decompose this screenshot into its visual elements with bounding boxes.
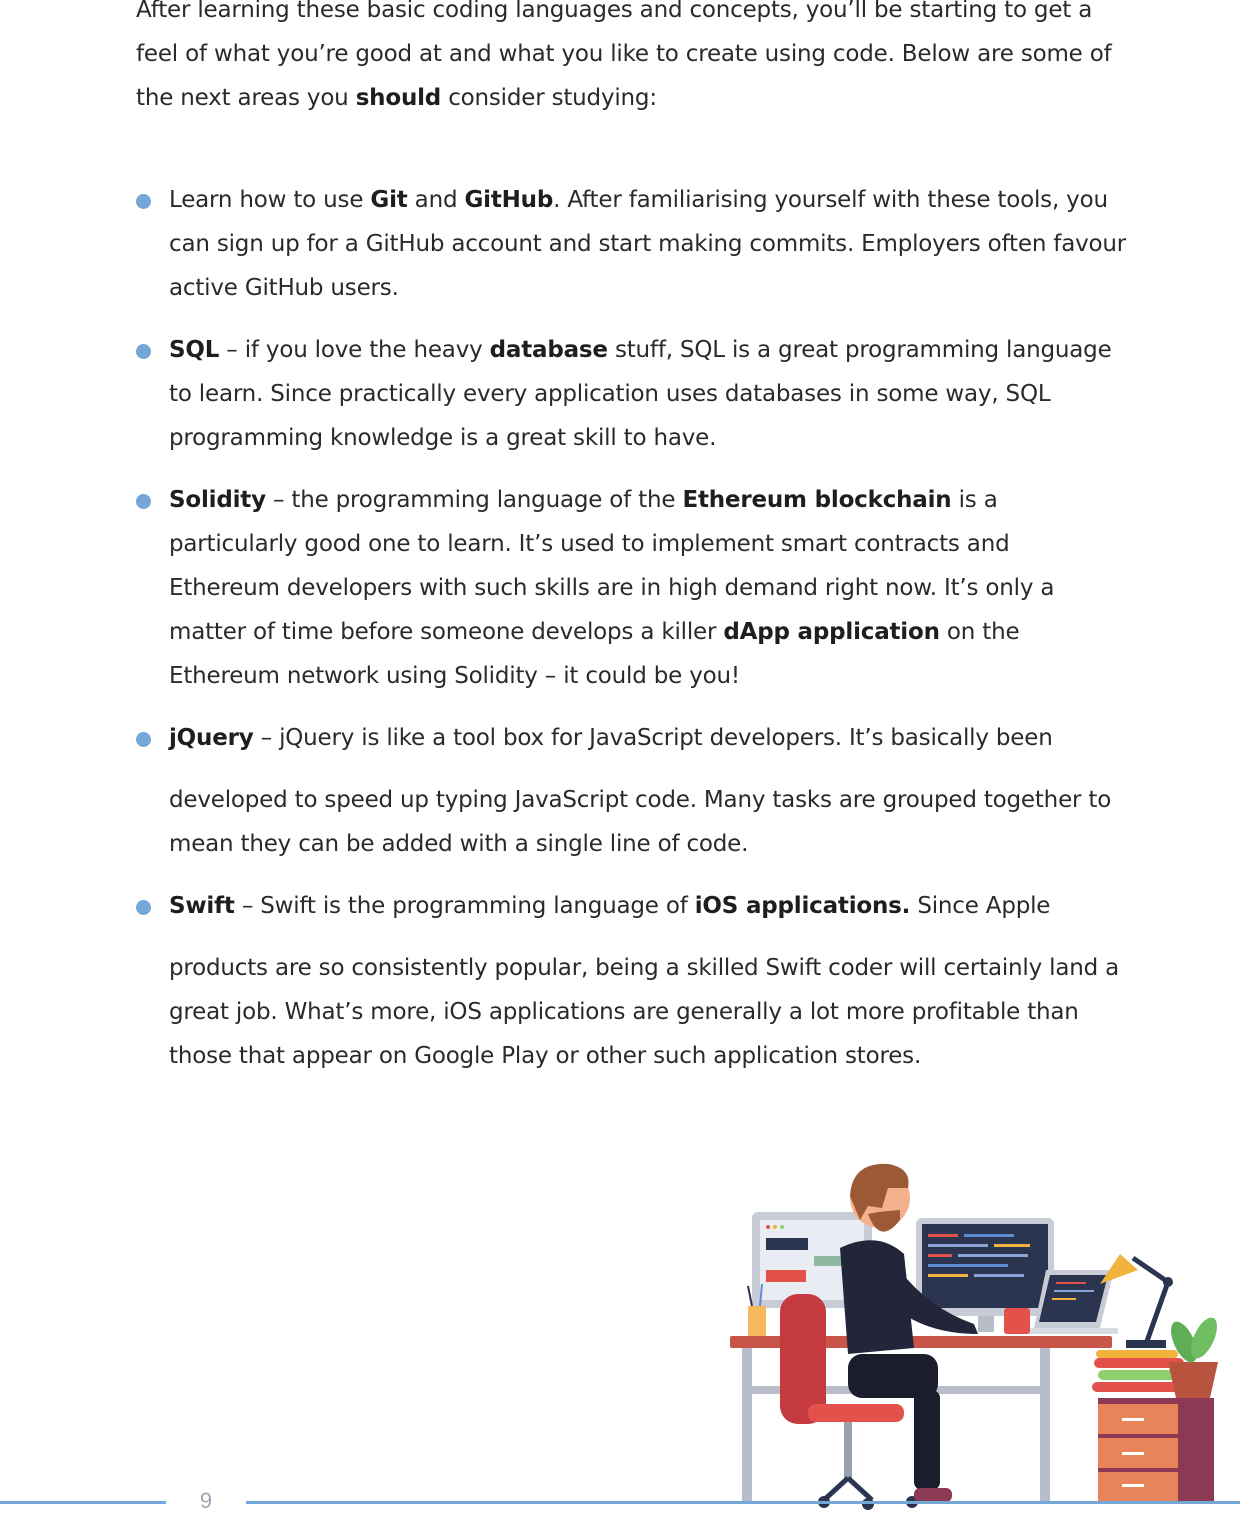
bullet-bold: jQuery bbox=[169, 725, 254, 751]
bullet-text: Learn how to use bbox=[169, 187, 371, 213]
bullet-bold: Solidity bbox=[169, 487, 266, 513]
bullet-text: – Swift is the programming language of bbox=[234, 893, 695, 919]
bullet-text: on the Ethereum network using Solidity – it could be you! bbox=[169, 619, 1020, 689]
bullet-text: products are so consistently popular, being a skilled Swift coder will certainly land a great job. What’s more, iOS applications are generally a lot more profitable than those that appear on Google Play or other such application stores. bbox=[169, 955, 1119, 1069]
bullet-dot-icon bbox=[136, 494, 151, 509]
bullet-text: developed to speed up typing JavaScript code. Many tasks are grouped together to mean they can be added with a single line of code. bbox=[169, 787, 1112, 857]
developer-person-icon bbox=[840, 1164, 978, 1502]
bullet-bold: Swift bbox=[169, 893, 235, 919]
bullet-dot-icon bbox=[136, 900, 151, 915]
developer-at-desk-illustration bbox=[728, 1158, 1228, 1514]
bullet-text: – jQuery is like a tool box for JavaScript developers. It’s basically been bbox=[253, 725, 1053, 751]
list-item-sql bbox=[136, 328, 1126, 460]
bullet-bold: database bbox=[489, 337, 608, 363]
bullet-bold: dApp application bbox=[723, 619, 940, 645]
bullet-text: – the programming language of the bbox=[265, 487, 683, 513]
bullet-text: and bbox=[407, 187, 465, 213]
intro-bold: should bbox=[355, 85, 442, 111]
list-item-swift bbox=[136, 884, 1126, 1078]
bullet-text: – if you love the heavy bbox=[219, 337, 490, 363]
bullet-dot-icon bbox=[136, 732, 151, 747]
bullet-text: Since Apple bbox=[910, 893, 1051, 919]
footer-rule-right bbox=[246, 1501, 1240, 1504]
bullet-bold: SQL bbox=[169, 337, 220, 363]
intro-paragraph bbox=[136, 0, 1126, 120]
bullet-dot-icon bbox=[136, 344, 151, 359]
bullet-bold: iOS applications. bbox=[694, 893, 911, 919]
pen-cup-icon bbox=[748, 1306, 766, 1336]
bullet-bold: Ethereum blockchain bbox=[682, 487, 952, 513]
bullet-text: is a particularly good one to learn. It’s used to implement smart contracts and Ethereum developers with such skills are in high demand right now. It’s only a matter of time before someone develops a killer bbox=[169, 487, 1055, 645]
bullet-dot-icon bbox=[136, 194, 151, 209]
footer-rule-left bbox=[0, 1501, 166, 1504]
page-number: 9 bbox=[199, 1488, 213, 1513]
intro-text-end: consider studying: bbox=[441, 85, 657, 111]
study-areas-list bbox=[136, 178, 1126, 1096]
bullet-bold: GitHub bbox=[464, 187, 554, 213]
intro-text: After learning these basic coding languages and concepts, you’ll be starting to get a feel of what you’re good at and what you like to create using code. Below are some of the next areas you bbox=[136, 0, 1112, 111]
bullet-text: stuff, SQL is a great programming language to learn. Since practically every application uses databases in some way, SQL programming knowledge is a great skill to have. bbox=[169, 337, 1112, 451]
list-item-git bbox=[136, 178, 1126, 310]
bullet-bold: Git bbox=[370, 187, 408, 213]
list-item-jquery bbox=[136, 716, 1126, 866]
bullet-text: . After familiarising yourself with these tools, you can sign up for a GitHub account and start making commits. Employers often favour active GitHub users. bbox=[169, 187, 1127, 301]
mug-icon bbox=[1004, 1308, 1030, 1334]
list-item-solidity bbox=[136, 478, 1126, 698]
